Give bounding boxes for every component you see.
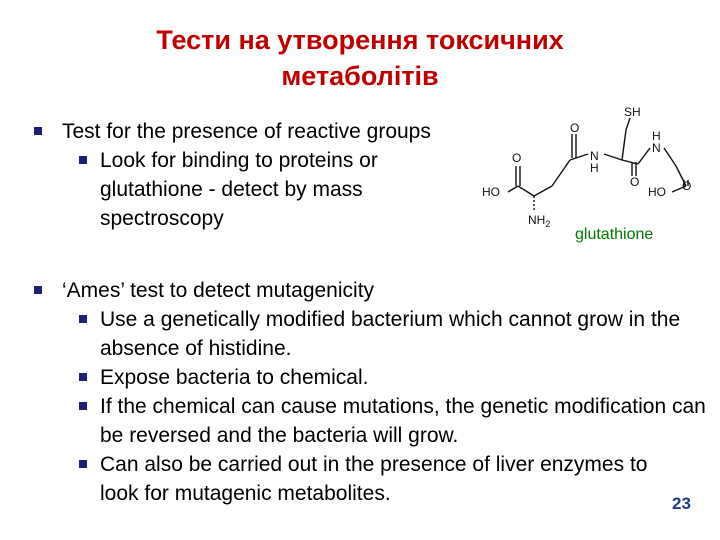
sub-bullet-marker bbox=[79, 373, 87, 381]
bullet-ames-test bbox=[34, 276, 714, 508]
atom-h: H bbox=[590, 161, 599, 175]
sub-bullet-text: Expose bacteria to chemical. bbox=[100, 366, 369, 389]
bullet-item bbox=[34, 117, 504, 146]
atom-o: O bbox=[512, 151, 522, 165]
sub-bullet-text: Can also be carried out in the presence of liver enzymes to look for mutagenic metabolites. bbox=[100, 453, 648, 505]
atom-nh2: $NH_2$ bbox=[528, 213, 551, 229]
sub-bullet-marker bbox=[79, 156, 87, 164]
atom-o: O bbox=[570, 121, 580, 135]
atom-ho: HO bbox=[648, 185, 666, 199]
bullet-reactive-groups bbox=[34, 117, 504, 233]
slide-title-line-1: Тести на утворення токсичних bbox=[156, 25, 564, 55]
sub-bullet-item bbox=[34, 363, 714, 392]
sub-bullet-marker bbox=[79, 460, 87, 468]
bullet-text: Test for the presence of reactive groups bbox=[62, 120, 431, 143]
bullet-marker bbox=[34, 127, 42, 135]
sub-bullet-item bbox=[34, 305, 714, 363]
atom-n: N bbox=[652, 141, 661, 155]
bullet-item bbox=[34, 276, 714, 305]
slide-title bbox=[0, 22, 720, 94]
atom-n: N bbox=[590, 149, 599, 163]
atom-o: O bbox=[682, 179, 692, 193]
sub-bullet-marker bbox=[79, 315, 87, 323]
bullet-marker bbox=[34, 286, 42, 294]
sub-bullet-marker bbox=[79, 402, 87, 410]
sub-bullet-item bbox=[34, 450, 660, 508]
slide-title-line-2: метаболітів bbox=[281, 61, 439, 91]
atom-h: H bbox=[652, 129, 661, 143]
sub-bullet-text: If the chemical can cause mutations, the genetic modification can be reversed and the bacteria will grow. bbox=[100, 395, 706, 447]
atom-o: O bbox=[630, 175, 640, 189]
bullet-text: ‘Ames’ test to detect mutagenicity bbox=[62, 279, 375, 302]
sub-bullet-item bbox=[34, 146, 480, 233]
sub-bullet-text: Look for binding to proteins or glutathione - detect by mass spectroscopy bbox=[100, 149, 378, 230]
atom-ho: HO bbox=[482, 185, 500, 199]
atom-sh: SH bbox=[624, 105, 641, 119]
molecule-label: glutathione bbox=[575, 226, 654, 243]
sub-bullet-item bbox=[34, 392, 714, 450]
page-number: 23 bbox=[672, 494, 691, 513]
sub-bullet-text: Use a genetically modified bacterium which cannot grow in the absence of histidine. bbox=[100, 308, 681, 360]
